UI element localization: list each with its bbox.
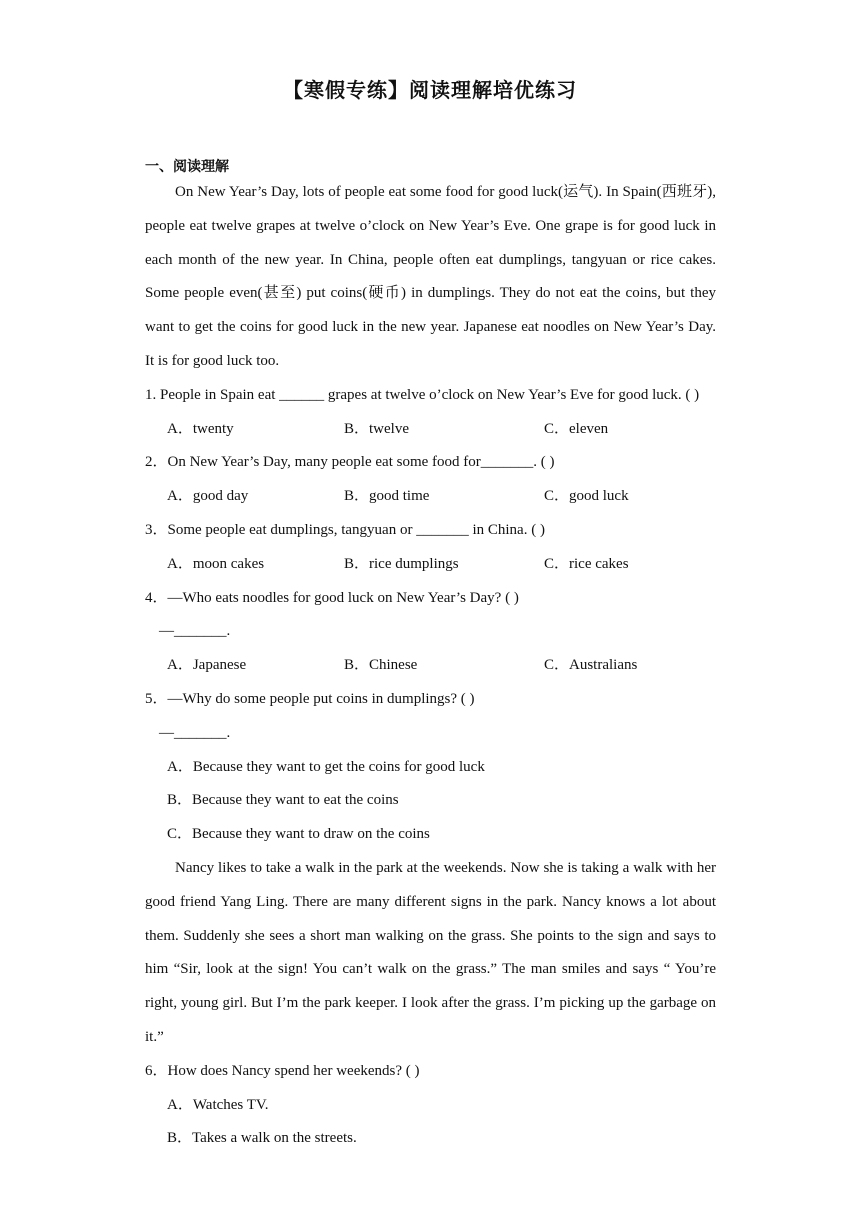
option-c: C．eleven bbox=[544, 420, 609, 437]
option-c: C．Because they want to draw on the coins bbox=[167, 826, 430, 843]
option-a: A．Watches TV. bbox=[167, 1096, 269, 1113]
option-a: A．Because they want to get the coins for good luck bbox=[167, 758, 485, 775]
option-b: B．Takes a walk on the streets. bbox=[167, 1130, 357, 1147]
option-b: B．Because they want to eat the coins bbox=[167, 792, 399, 809]
question-3: 3．Some people eat dumplings, tangyuan or _______ in China. ( ) bbox=[145, 521, 545, 538]
option-a: A．Japanese bbox=[167, 657, 247, 674]
question-5: 5．—Why do some people put coins in dumplings? ( ) bbox=[145, 690, 475, 707]
option-a: A．twenty bbox=[167, 420, 234, 437]
option-b: B．good time bbox=[344, 488, 430, 505]
option-c: C．rice cakes bbox=[544, 555, 629, 572]
question-3-options bbox=[145, 548, 716, 582]
passage-1: On New Year’s Day, lots of people eat some food for good luck(运气). In Spain(西班牙), people eat twelve grapes at twelve o’clock on New Year’s Eve. One grape is for good luck in each month of the new year. In China, people often eat dumplings, tangyuan or rice cakes. Some people even(甚至) put coins(硬币) in dumplings. They do not eat the coins, but they want to get the coins for good luck in the new year. Japanese eat noodles on New Year’s Day. It is for good luck too. bbox=[145, 184, 716, 369]
option-c: C．good luck bbox=[544, 488, 629, 505]
question-4: 4．—Who eats noodles for good luck on New Year’s Day? ( ) bbox=[145, 589, 519, 606]
passage-2: Nancy likes to take a walk in the park at the weekends. Now she is taking a walk with her good friend Yang Ling. There are many different signs in the park. Nancy knows a lot about them. Suddenly she sees a short man walking on the grass. She points to the sign and says to him “Sir, look at the sign! You can’t walk on the grass.” The man smiles and says “ You’re right, young girl. But I’m the park keeper. I look after the grass. I’m picking up the garbage on it.” bbox=[145, 859, 716, 1045]
option-b: B．rice dumplings bbox=[344, 555, 459, 572]
option-a: A．moon cakes bbox=[167, 555, 265, 572]
question-4-answer-blank: —_______. bbox=[159, 623, 231, 640]
question-2: 2．On New Year’s Day, many people eat some food for_______. ( ) bbox=[145, 454, 555, 471]
question-1-options bbox=[145, 413, 716, 447]
page-title: 【寒假专练】阅读理解培优练习 bbox=[283, 78, 577, 102]
option-b: B．Chinese bbox=[344, 657, 418, 674]
section-heading: 一、阅读理解 bbox=[145, 159, 229, 175]
option-a: A．good day bbox=[167, 488, 249, 505]
question-4-options bbox=[145, 649, 716, 683]
question-1: 1. People in Spain eat ______ grapes at twelve o’clock on New Year’s Eve for good luck. ( ) bbox=[145, 386, 700, 403]
question-2-options bbox=[145, 480, 716, 514]
option-b: B．twelve bbox=[344, 420, 409, 437]
document-body bbox=[145, 176, 716, 1156]
option-c: C．Australians bbox=[544, 657, 638, 674]
question-5-answer-blank: —_______. bbox=[159, 724, 231, 741]
question-6: 6．How does Nancy spend her weekends? ( ) bbox=[145, 1062, 420, 1079]
